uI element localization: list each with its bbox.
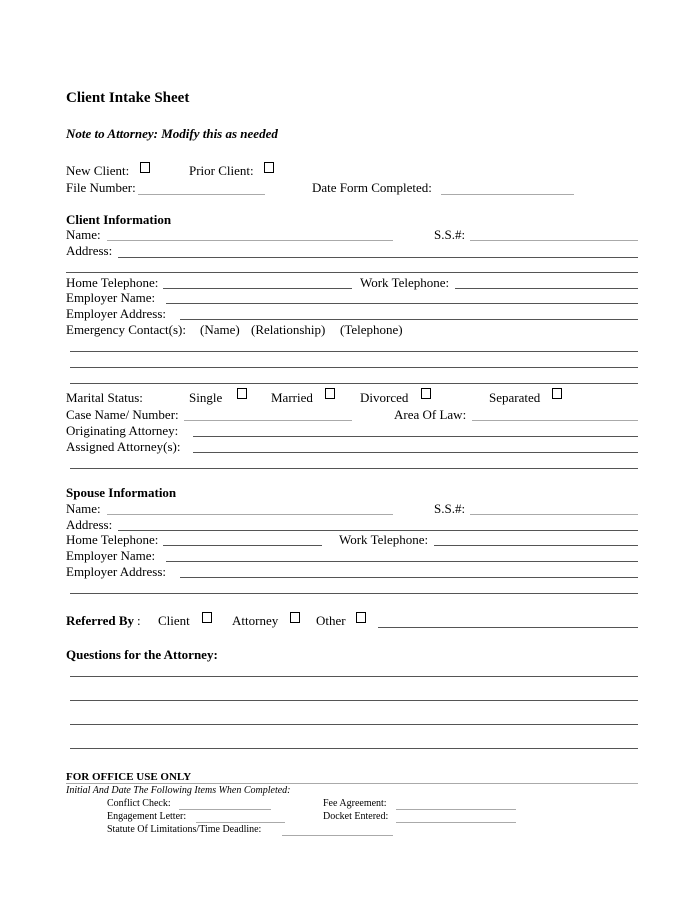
area-of-law-field[interactable] [472,420,638,421]
client-employer-name-label: Employer Name: [66,290,156,305]
questions-field-4[interactable] [70,748,638,749]
client-work-tel-label: Work Telephone: [360,275,450,290]
referred-attorney-checkbox[interactable] [290,612,300,623]
new-client-checkbox[interactable] [140,162,150,173]
originating-attorney-field[interactable] [193,436,638,437]
marital-divorced-label: Divorced [360,390,409,405]
page-title: Client Intake Sheet [66,90,190,106]
spouse-name-label: Name: [66,501,101,516]
client-address-field[interactable] [118,257,638,258]
client-info-heading: Client Information [66,212,172,227]
client-employer-address-field[interactable] [180,319,638,320]
assigned-attorney-label: Assigned Attorney(s): [66,439,181,454]
marital-separated-checkbox[interactable] [552,388,562,399]
spouse-employer-address-field[interactable] [180,577,638,578]
spouse-employer-name-label: Employer Name: [66,548,156,563]
case-name-label: Case Name/ Number: [66,407,179,422]
referred-other-field[interactable] [378,627,638,628]
marital-married-label: Married [271,390,313,405]
emergency-contact-field-1[interactable] [70,351,638,352]
spouse-info-heading: Spouse Information [66,485,177,500]
assigned-attorney-field-2[interactable] [70,468,638,469]
questions-field-3[interactable] [70,724,638,725]
referred-by-label: Referred By [66,613,134,628]
client-employer-name-field[interactable] [166,303,638,304]
date-form-completed-label: Date Form Completed: [312,180,432,195]
office-instruction: Initial And Date The Following Items When Completed: [66,785,291,796]
client-home-tel-label: Home Telephone: [66,275,159,290]
spouse-work-tel-label: Work Telephone: [339,532,429,547]
marital-married-checkbox[interactable] [325,388,335,399]
referred-client-checkbox[interactable] [202,612,212,623]
new-client-label: New Client: [66,163,130,178]
marital-status-label: Marital Status: [66,390,143,405]
client-name-field[interactable] [107,240,393,241]
statute-label: Statute Of Limitations/Time Deadline: [107,824,262,835]
engagement-letter-label: Engagement Letter: [107,811,187,822]
referred-client-label: Client [158,613,190,628]
docket-entered-field[interactable] [396,822,516,823]
spouse-ss-field[interactable] [470,514,638,515]
conflict-check-label: Conflict Check: [107,798,171,809]
assigned-attorney-field[interactable] [193,452,638,453]
marital-single-checkbox[interactable] [237,388,247,399]
marital-divorced-checkbox[interactable] [421,388,431,399]
client-home-tel-field[interactable] [163,288,352,289]
spouse-address-field[interactable] [118,530,638,531]
prior-client-checkbox[interactable] [264,162,274,173]
client-employer-address-label: Employer Address: [66,306,167,321]
conflict-check-field[interactable] [179,809,271,810]
emergency-telephone-label: (Telephone) [340,322,403,337]
client-name-label: Name: [66,227,101,242]
questions-heading: Questions for the Attorney: [66,647,218,662]
emergency-contact-field-3[interactable] [70,383,638,384]
prior-client-label: Prior Client: [189,163,254,178]
spouse-ss-label: S.S.#: [434,501,466,516]
client-ss-label: S.S.#: [434,227,466,242]
referred-by-colon: : [137,613,141,628]
statute-field[interactable] [282,835,393,836]
attorney-note: Note to Attorney: Modify this as needed [66,126,278,141]
office-use-divider [66,783,638,784]
case-name-field[interactable] [184,420,352,421]
client-work-tel-field[interactable] [455,288,638,289]
referred-other-checkbox[interactable] [356,612,366,623]
spouse-employer-address-field-2[interactable] [70,593,638,594]
area-of-law-label: Area Of Law: [394,407,467,422]
spouse-home-tel-field[interactable] [163,545,322,546]
file-number-label: File Number: [66,180,136,195]
spouse-work-tel-field[interactable] [434,545,638,546]
spouse-employer-address-label: Employer Address: [66,564,167,579]
office-use-heading: FOR OFFICE USE ONLY [66,771,192,783]
spouse-employer-name-field[interactable] [166,561,638,562]
emergency-relationship-label: (Relationship) [251,322,326,337]
engagement-letter-field[interactable] [196,822,285,823]
client-address-field-2[interactable] [66,272,638,273]
marital-single-label: Single [189,390,223,405]
spouse-address-label: Address: [66,517,113,532]
client-address-label: Address: [66,243,113,258]
emergency-contact-field-2[interactable] [70,367,638,368]
client-ss-field[interactable] [470,240,638,241]
questions-field-2[interactable] [70,700,638,701]
file-number-field[interactable] [138,194,265,195]
referred-attorney-label: Attorney [232,613,279,628]
questions-field-1[interactable] [70,676,638,677]
marital-separated-label: Separated [489,390,541,405]
spouse-home-tel-label: Home Telephone: [66,532,159,547]
fee-agreement-label: Fee Agreement: [323,798,387,809]
docket-entered-label: Docket Entered: [323,811,389,822]
fee-agreement-field[interactable] [396,809,516,810]
emergency-name-label: (Name) [200,322,240,337]
originating-attorney-label: Originating Attorney: [66,423,179,438]
date-form-completed-field[interactable] [441,194,574,195]
referred-other-label: Other [316,613,346,628]
emergency-contact-label: Emergency Contact(s): [66,322,186,337]
spouse-name-field[interactable] [107,514,393,515]
